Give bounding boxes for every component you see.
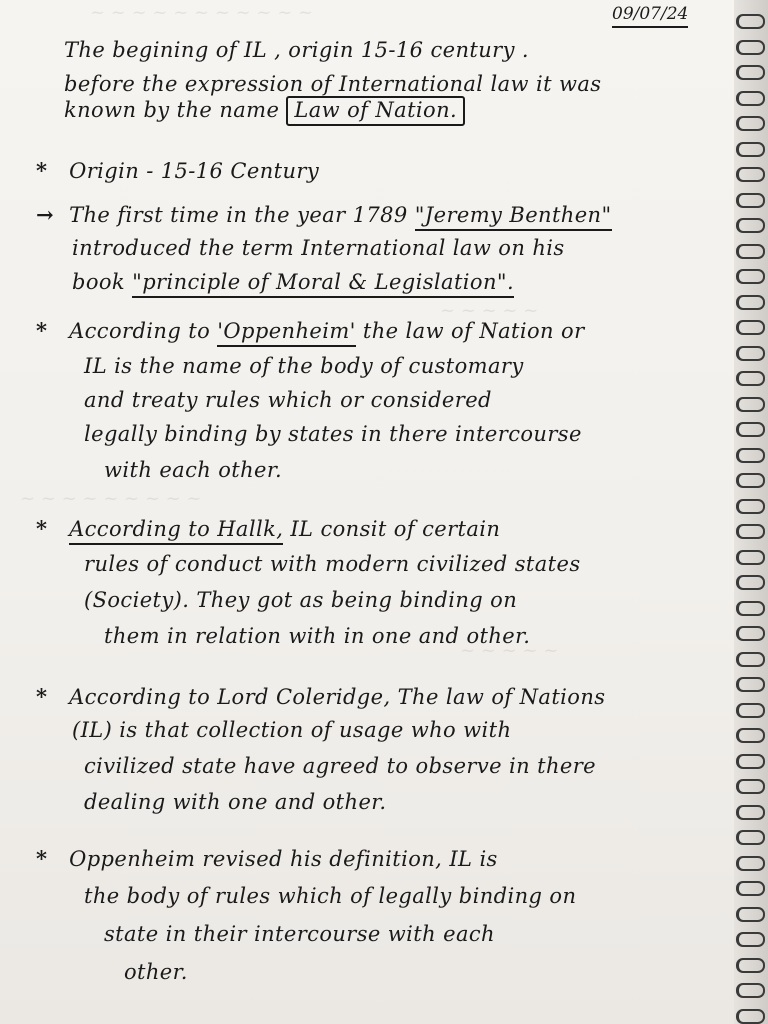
intro-line-1: The begining of IL , origin 15-16 century . [64,38,530,62]
spiral-ring [736,422,765,437]
spiral-ring [736,448,765,463]
spiral-ring [736,346,765,361]
oppenheim-name: 'Oppenheim' [217,319,356,347]
hallk-line-2: rules of conduct with modern civilized states [84,552,581,576]
spiral-ring [736,652,765,667]
intro-line-3-text: known by the name [64,98,280,122]
spiral-ring [736,830,765,845]
spiral-ring [736,779,765,794]
revised-line-4: other. [124,960,188,984]
origin-text: Origin - 15-16 Century [69,159,320,183]
spiral-ring [736,91,765,106]
spiral-ring [736,65,765,80]
spiral-ring [736,881,765,896]
oppenheim-line-5: with each other. [104,458,283,482]
spiral-ring [736,703,765,718]
hallk-suffix: IL consit of certain [290,517,501,541]
spiral-ring [736,142,765,157]
revised-line-1 [36,846,498,871]
hallk-name: According to Hallk, [69,517,283,545]
intro-line-2: before the expression of International law it was [64,72,602,96]
first-time-line-3 [72,270,514,294]
spiral-ring [736,550,765,565]
first-time-line-1 [36,202,612,227]
revised-line-3: state in their intercourse with each [104,922,495,946]
bullet-asterisk: * [36,318,48,343]
spiral-ring [736,244,765,259]
coleridge-line-4: dealing with one and other. [84,790,387,814]
spiral-ring [736,728,765,743]
spiral-ring [736,218,765,233]
spiral-ring [736,14,765,29]
spiral-ring [736,575,765,590]
arrow-icon: → [36,202,54,227]
coleridge-line-3: civilized state have agreed to observe in there [84,754,596,778]
spiral-ring [736,295,765,310]
spiral-ring [736,626,765,641]
spiral-ring [736,983,765,998]
hallk-line-4: them in relation with in one and other. [104,624,531,648]
spiral-ring [736,856,765,871]
hallk-line-1 [36,516,500,541]
bleed-through-text: ~ ~ ~ ~ ~ ~ ~ ~ ~ ~ ~ [90,2,314,23]
bleed-through-text: ~ ~ ~ ~ ~ [440,300,539,321]
origin-item [36,158,319,183]
coleridge-line-1 [36,684,605,709]
spiral-ring [736,805,765,820]
bullet-asterisk: * [36,684,48,709]
spiral-ring [736,907,765,922]
spiral-ring [736,371,765,386]
bullet-asterisk: * [36,158,48,183]
revised-text: Oppenheim revised his definition, IL is [69,847,498,871]
oppenheim-line-4: legally binding by states in there intercourse [84,422,582,446]
first-time-text: The first time in the year 1789 [69,203,408,227]
spiral-binding [734,0,768,1024]
coleridge-line-2: (IL) is that collection of usage who with [72,718,512,742]
law-of-nation-boxed: Law of Nation. [286,96,465,126]
page-date: 09/07/24 [612,4,688,28]
spiral-ring [736,754,765,769]
oppenheim-line-2: IL is the name of the body of customary [84,354,524,378]
spiral-ring [736,958,765,973]
book-title: "principle of Moral & Legislation". [132,270,514,298]
spiral-ring [736,116,765,131]
spiral-ring [736,932,765,947]
spiral-ring [736,193,765,208]
intro-line-3 [64,98,465,122]
coleridge-text: According to Lord Coleridge, The law of Nations [69,685,606,709]
bleed-through-text: ~ ~ ~ ~ ~ [460,640,559,661]
spiral-ring [736,601,765,616]
revised-line-2: the body of rules which of legally binding on [84,884,577,908]
spiral-ring [736,397,765,412]
spiral-ring [736,524,765,539]
oppenheim-prefix: According to [69,319,211,343]
spiral-ring [736,677,765,692]
first-time-line-2: introduced the term International law on his [72,236,565,260]
spiral-ring [736,1009,765,1024]
spiral-ring [736,473,765,488]
oppenheim-line-3: and treaty rules which or considered [84,388,492,412]
spiral-ring [736,320,765,335]
jeremy-benthen-name: "Jeremy Benthen" [415,203,612,231]
bleed-through-text: ~ ~ ~ ~ ~ ~ ~ ~ ~ [20,488,202,509]
oppenheim-suffix: the law of Nation or [362,319,585,343]
first-time-book-label: book [72,270,126,294]
spiral-ring [736,167,765,182]
hallk-line-3: (Society). They got as being binding on [84,588,518,612]
bullet-asterisk: * [36,846,48,871]
oppenheim-line-1 [36,318,585,343]
bullet-asterisk: * [36,516,48,541]
spiral-ring [736,499,765,514]
spiral-ring [736,269,765,284]
spiral-ring [736,40,765,55]
